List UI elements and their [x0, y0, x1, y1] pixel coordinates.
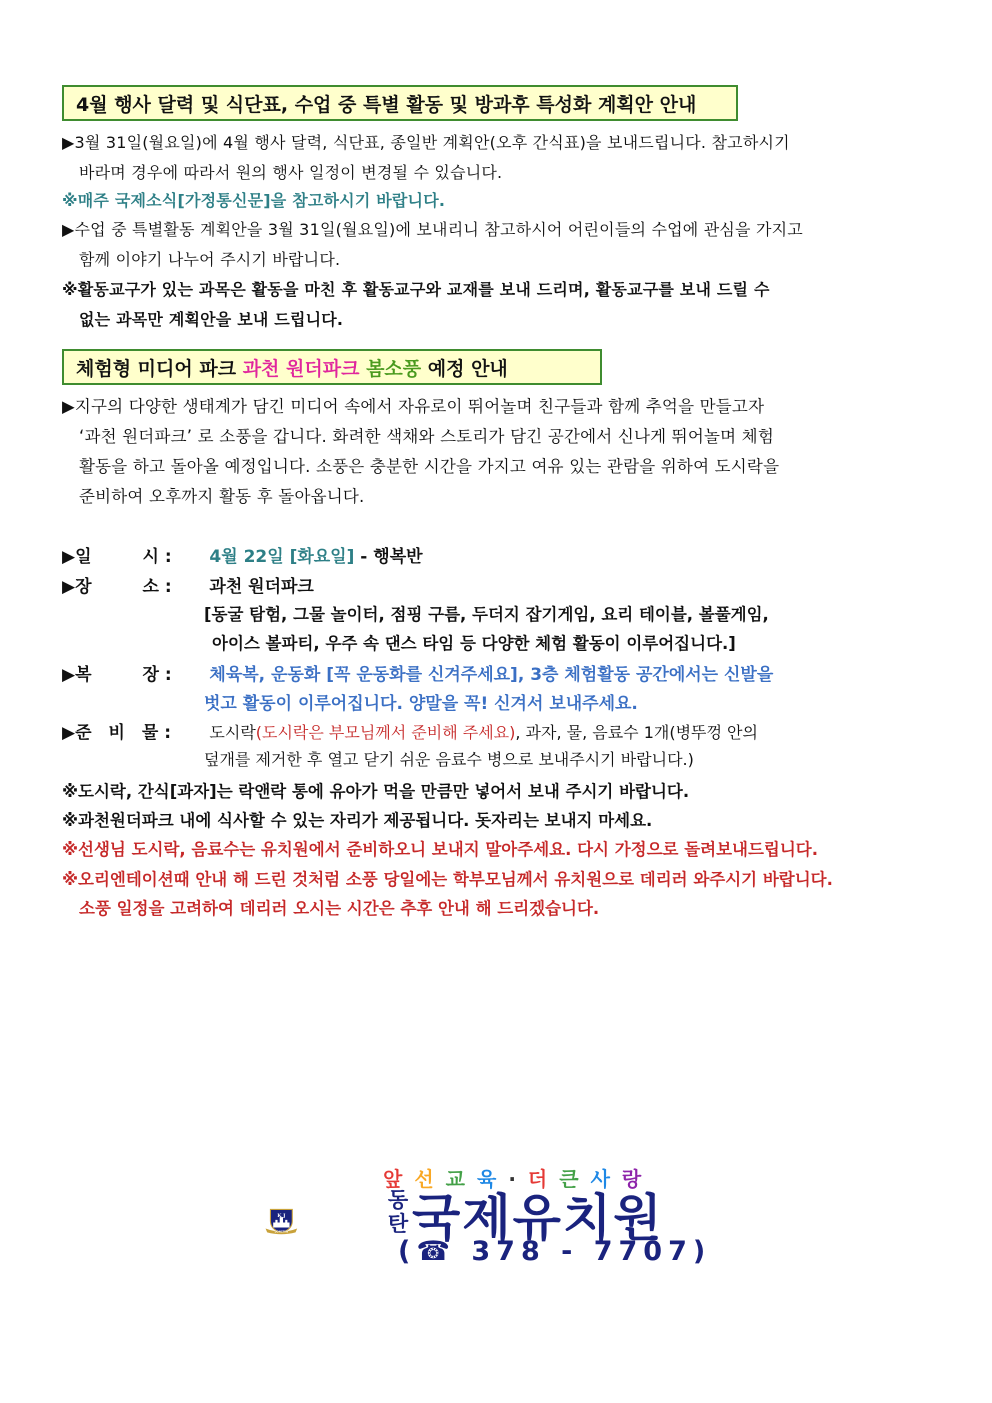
paragraph-line: 바라며 경우에 따라서 원의 행사 일정이 변경될 수 있습니다. — [79, 163, 503, 182]
paragraph-line: ※활동교구가 있는 과목은 활동을 마친 후 활동교구와 교재를 보내 드리며, 활동교구를 보내 드릴 수 — [62, 280, 770, 299]
heading-event: 봄소풍 — [366, 357, 422, 380]
slogan-char: 앞 — [383, 1167, 415, 1191]
date-suffix: - 행복반 — [354, 547, 423, 567]
items-value: , 과자, 물, 음료수 1개(병뚜껑 안의 — [515, 723, 758, 742]
section1-paragraph-1 — [62, 128, 936, 188]
paragraph-line: 준비하여 오후까지 활동 후 돌아옵니다. — [79, 487, 365, 506]
paragraph-line: ▶지구의 다양한 생태계가 담긴 미디어 속에서 자유로이 뛰어놀며 친구들과 함께 추억을 만들고자 — [62, 397, 765, 416]
emblem-banner: DONGTAN — [274, 1230, 289, 1234]
section2-heading-box — [62, 349, 602, 385]
detail-date — [62, 542, 423, 567]
paragraph-line: 함께 이야기 나누어 주시기 바랍니다. — [79, 250, 341, 269]
school-region — [384, 1188, 412, 1236]
paragraph-line: ▶3월 31일(월요일)에 4월 행사 달력, 식단표, 종일반 계획안(오후 간식표)을 보내드립니다. 참고하시기 — [62, 133, 790, 152]
heading-place: 과천 원더파크 — [242, 357, 360, 380]
detail-items — [62, 718, 758, 743]
place-label: ▶장 소 : — [62, 577, 172, 597]
slogan-char: · — [508, 1167, 528, 1191]
slogan-char: 교 — [445, 1167, 477, 1191]
place-description — [204, 601, 769, 625]
place-description — [212, 630, 736, 654]
region-char: 탄 — [387, 1212, 409, 1236]
section1-heading: 4월 행사 달력 및 식단표, 수업 중 특별 활동 및 방과후 특성화 계획안 안내 — [76, 93, 697, 116]
date-label: ▶일 시 : — [62, 547, 172, 567]
slogan-char: 육 — [476, 1167, 509, 1191]
emblem-letters: K J — [277, 1213, 286, 1220]
section1-paragraph-2 — [62, 215, 936, 275]
items-value-note: (도시락은 부모님께서 준비해 주세요) — [255, 723, 516, 742]
note-lunchbox: ※도시락, 간식[과자]는 락앤락 통에 유아가 먹을 만큼만 넣어서 보내 주시기 바랍니다. — [62, 782, 690, 801]
items-value-line2 — [204, 747, 694, 770]
heading-part — [359, 356, 366, 378]
school-emblem — [265, 1168, 385, 1273]
note-seating: ※과천원더파크 내에 식사할 수 있는 자리가 제공됩니다. 돗자리는 보내지 마세요. — [62, 811, 653, 830]
school-name: 국제유치원 — [412, 1188, 664, 1247]
note-pickup-line2: 소풍 일정을 고려하여 데리러 오시는 시간은 추후 안내 해 드리겠습니다. — [79, 899, 600, 918]
place-value: 과천 원더파크 — [209, 577, 314, 597]
slogan-char: 사 — [590, 1167, 622, 1191]
items-label: ▶준 비 물 : — [62, 723, 172, 743]
slogan-char: 랑 — [621, 1167, 654, 1191]
paragraph-line: 활동을 하고 돌아올 예정입니다. 소풍은 충분한 시간을 가지고 여유 있는 관람을 위하여 도시락을 — [79, 457, 780, 476]
school-phone: (☎ 378 - 7707) — [398, 1236, 712, 1267]
section1-heading-box — [62, 85, 738, 121]
heading-part: 예정 안내 — [421, 357, 508, 380]
paragraph-line: 없는 과목만 계획안을 보내 드립니다. — [79, 310, 344, 329]
dress-label: ▶복 장 : — [62, 665, 172, 685]
section2-intro — [62, 392, 936, 512]
date-value: 4월 22일 [화요일] — [209, 547, 355, 567]
paragraph-line: ‘과천 원더파크’ 로 소풍을 갑니다. 화려한 색채와 스토리가 담긴 공간에서 신나게 뛰어놀며 체험 — [79, 427, 774, 446]
slogan-char: 더 — [527, 1167, 560, 1191]
dress-value: 체육복, 운동화 [꼭 운동화를 신겨주세요], 3층 체험활동 공간에서는 신발을 — [209, 665, 774, 685]
items-value: 도시락 — [209, 723, 256, 742]
slogan-char: 선 — [414, 1167, 446, 1191]
detail-dress — [62, 660, 773, 685]
detail-place — [62, 572, 314, 597]
slogan-char: 큰 — [559, 1167, 591, 1191]
place-desc-line: 아이스 볼파티, 우주 속 댄스 타임 등 다양한 체험 활동이 이루어집니다.] — [212, 634, 736, 653]
section1-notice — [62, 186, 936, 216]
items-value: 덮개를 제거한 후 열고 닫기 쉬운 음료수 병으로 보내주시기 바랍니다.) — [204, 750, 694, 769]
dress-value: 벗고 활동이 이루어집니다. 양말을 꼭! 신겨서 보내주세요. — [204, 694, 638, 714]
notice-line: ※매주 국제소식[가정통신문]을 참고하시기 바랍니다. — [62, 191, 446, 210]
section1-paragraph-3 — [62, 275, 936, 335]
note-pickup: ※오리엔테이션때 안내 해 드린 것처럼 소풍 당일에는 학부모님께서 유치원으로 데리러 와주시기 바랍니다. — [62, 870, 833, 889]
note-teacher-lunch: ※선생님 도시락, 음료수는 유치원에서 준비하오니 보내지 말아주세요. 다시 가정으로 돌려보내드립니다. — [62, 840, 818, 859]
heading-part: 체험형 미디어 파크 — [76, 357, 243, 380]
place-desc-line: [동굴 탐험, 그물 놀이터, 점핑 구름, 두더지 잡기게임, 요리 테이블, 볼풀게임, — [204, 605, 769, 624]
paragraph-line: ▶수업 중 특별활동 계획안을 3월 31일(월요일)에 보내리니 참고하시어 어린이들의 수업에 관심을 가지고 — [62, 220, 803, 239]
region-char: 동 — [387, 1188, 409, 1212]
dress-value-line2 — [204, 689, 638, 714]
